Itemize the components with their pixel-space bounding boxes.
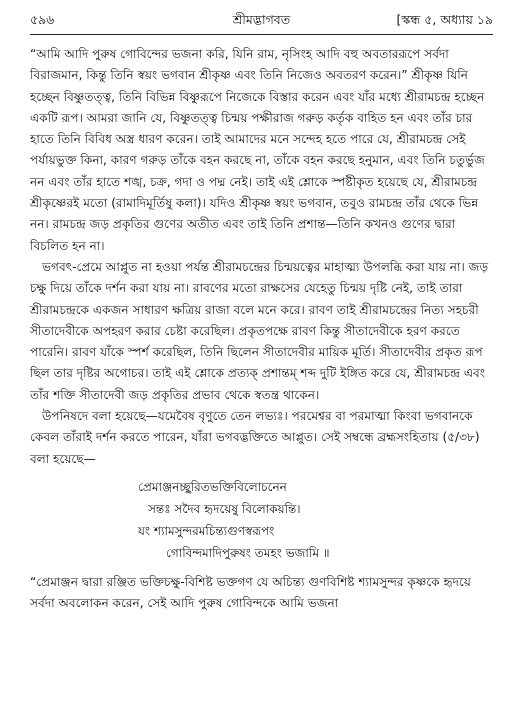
- verse-line: যং শ্যামসুন্দরমচিন্ত্যগুণস্বরূপং: [138, 523, 275, 538]
- page-number: ৫৯৬: [30, 12, 55, 27]
- verse-translation: “প্রেমাঞ্জন দ্বারা রঞ্জিত ভক্তিচক্ষু-বিশিষ্ট ভক্তগণ যে অচিন্ত্য গুণবিশিষ্ট শ্যামসুন্দর কৃষ্ণকে হৃদয়ে সর্বদা অবলোকন করেন, সেই আদি পুরুষ গোবিন্দকে আমি ভজনা: [30, 574, 471, 611]
- page-body: [30, 44, 493, 615]
- verse-line: প্রেমাঞ্জনচ্ছুরিতভক্তিবিলোচনেন: [138, 479, 287, 494]
- paragraph-1: “আমি আদি পুরুষ গোবিন্দের ভজনা করি, যিনি রাম, নৃসিংহ আদি বহু অবতাররূপে সর্বদা বিরাজমান, কিন্তু তিনি স্বয়ং ভগবান শ্রীকৃষ্ণ এবং তিনি নিজেও অবতরণ করেন।” শ্রীকৃষ্ণ যিনি হচ্ছেন বিষ্ণুতত্ত্ব, তিনি বিভিন্ন বিষ্ণুরূপে নিজেকে বিস্তার করেন এবং যাঁর মধ্যে শ্রীরামচন্দ্র হচ্ছেন একটি রূপ। আমরা জানি যে, বিষ্ণুতত্ত্ব চিন্ময় পক্ষীরাজ গরুড় কর্তৃক বাহিত হন এবং তাঁর চার হাতে তিনি বিবিধ অস্ত্র ধারণ করেন। তাই আমাদের মনে সন্দেহ হতে পারে যে, শ্রীরামচন্দ্র সেই পর্যায়ভুক্ত কিনা, কারণ গরুড় তাঁকে বহন করছে না, তাঁকে বহন করছে হনুমান, এবং তিনি চতুর্ভুজ নন এবং তাঁর হাতে শঙ্খ, চক্র, গদা ও পদ্ম নেই। তাই এই শ্লোকে স্পষ্টীকৃত হয়েছে যে, শ্রীরামচন্দ্র শ্রীকৃষ্ণেরই মতো (রামাদিমূর্তিষু কলা)। যদিও শ্রীকৃষ্ণ স্বয়ং ভগবান, তবুও রামচন্দ্র তাঁর থেকে ভিন্ন নন। রামচন্দ্র জড় প্রকৃতির গুণের অতীত এবং তাই তিনি প্রশান্ত—তিনি কখনও গুণের দ্বারা বিচলিত হন না।: [30, 47, 485, 253]
- chapter-reference: [স্কন্ধ ৫, অধ্যায় ১৯: [396, 12, 493, 27]
- sanskrit-verse: [30, 476, 493, 564]
- verse-line: গোবিন্দমাদিপুরুষং তমহং ভজামি ॥: [166, 545, 330, 560]
- header-rule: [30, 34, 493, 35]
- paragraph-3: উপনিষদে বলা হয়েছে—যমেবৈষ বৃণুতে তেন লভ্যঃ। পরমেশ্বর বা পরমাত্মা কিংবা ভগবানকে কেবল তাঁরাই দর্শন করতে পারেন, যাঁরা ভগবদ্ভক্তিতে আপ্লুত। সেই সম্বন্ধে ব্রহ্মসংহিতায় (৫/৩৮) বলা হয়েছে—: [30, 409, 480, 466]
- book-title: শ্রীমদ্ভাগবত: [232, 12, 291, 27]
- page-header: [30, 12, 493, 32]
- verse-line: সন্তঃ সদৈব হৃদয়েষু বিলোকয়ন্তি।: [148, 501, 301, 516]
- paragraph-2: ভগবৎ-প্রেমে আপ্লুত না হওয়া পর্যন্ত শ্রীরামচন্দ্রের চিন্ময়ত্বের মাহাত্ম্য উপলব্ধি করা যায় না। জড় চক্ষু দিয়ে তাঁকে দর্শন করা যায় না। রাবণের মতো রাক্ষসের যেহেতু চিন্ময় দৃষ্টি নেই, তাই তারা শ্রীরামচন্দ্রকে একজন সাধারণ ক্ষত্রিয় রাজা বলে মনে করে। রাবণ তাই শ্রীরামচন্দ্রের নিত্য সহচরী সীতাদেবীকে অপহরণ করার চেষ্টা করেছিল। প্রকৃতপক্ষে রাবণ কিন্তু সীতাদেবীকে হরণ করতে পারেনি। রাবণ যাঁকে স্পর্শ করেছিল, তিনি ছিলেন সীতাদেবীর মায়িক মূর্তি। সীতাদেবীর প্রকৃত রূপ ছিল তার দৃষ্টির অগোচর। তাই এই শ্লোকে প্রত্যক্ প্রশান্তম্ শব্দ দুটি ইঙ্গিত করে যে, শ্রীরামচন্দ্র এবং তাঁর শক্তি সীতাদেবী জড় প্রকৃতির প্রভাব থেকে স্বতন্ত্র থাকেন।: [30, 259, 489, 402]
